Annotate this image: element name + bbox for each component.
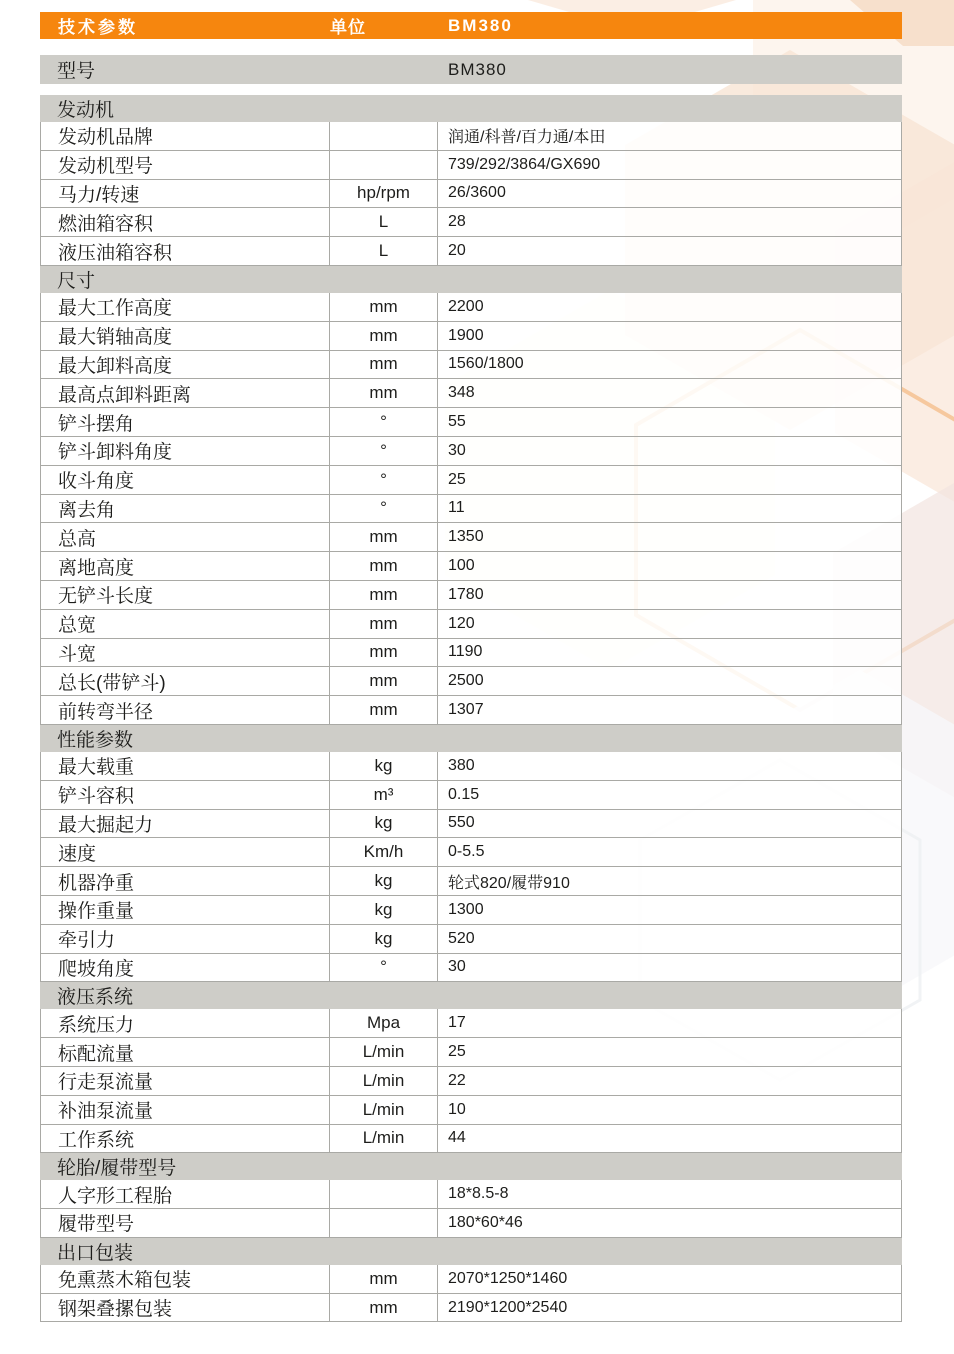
param-name: 系统压力 [41, 1009, 330, 1037]
table-row [40, 1038, 902, 1067]
param-unit: ° [330, 408, 438, 436]
section-header [40, 982, 902, 1009]
spacer [40, 84, 902, 95]
section-header [40, 1238, 902, 1265]
param-value: 轮式820/履带910 [448, 874, 570, 892]
param-unit [330, 1209, 438, 1237]
param-name: 铲斗容积 [41, 781, 330, 809]
param-name: 钢架叠摞包装 [41, 1294, 330, 1322]
param-value: 120 [448, 614, 475, 632]
table-row [40, 122, 902, 151]
table-row [40, 867, 902, 896]
param-name: 工作系统 [41, 1125, 330, 1153]
table-row [40, 437, 902, 466]
param-name: 马力/转速 [41, 180, 330, 208]
param-value: 55 [448, 413, 466, 431]
param-unit [330, 1180, 438, 1208]
param-value: 550 [448, 814, 475, 832]
section-header [40, 1153, 902, 1180]
param-value: 25 [448, 1043, 466, 1060]
table-row [40, 379, 902, 408]
section-title: 性能参数 [57, 729, 134, 751]
table-row [40, 752, 902, 781]
table-row [40, 1067, 902, 1096]
param-value: 2190*1200*2540 [448, 1298, 568, 1316]
param-unit: mm [330, 379, 438, 407]
param-name: 离去角 [41, 495, 330, 523]
param-unit: L/min [330, 1125, 438, 1153]
param-name: 发动机品牌 [41, 122, 330, 150]
param-unit: ° [330, 437, 438, 465]
table-row [40, 810, 902, 839]
param-value: 0.15 [448, 785, 480, 803]
param-name: 机器净重 [41, 867, 330, 895]
table-row [40, 237, 902, 266]
param-value: 180*60*46 [448, 1213, 523, 1231]
param-name: 牵引力 [41, 925, 330, 953]
table-row [40, 781, 902, 810]
param-value: 20 [448, 242, 466, 260]
param-unit: L [330, 237, 438, 265]
param-unit [330, 122, 438, 150]
spec-table [40, 12, 902, 1322]
param-unit: L [330, 208, 438, 236]
param-unit: m³ [330, 781, 438, 809]
table-row [40, 639, 902, 668]
param-name: 总长(带铲斗) [41, 667, 330, 695]
table-row [40, 1265, 902, 1294]
param-unit: mm [330, 667, 438, 695]
table-row [40, 495, 902, 524]
param-unit: L/min [330, 1096, 438, 1124]
param-unit: Mpa [330, 1009, 438, 1037]
param-name: 履带型号 [41, 1209, 330, 1237]
section-title: 出口包装 [57, 1242, 134, 1264]
table-row [40, 151, 902, 180]
table-row [40, 838, 902, 867]
param-value: 1307 [448, 701, 484, 719]
param-name: 总高 [41, 523, 330, 551]
param-name: 最大销轴高度 [41, 322, 330, 350]
table-row [40, 1125, 902, 1154]
table-row [40, 322, 902, 351]
param-unit: kg [330, 810, 438, 838]
param-unit: mm [330, 351, 438, 379]
param-value: 2070*1250*1460 [448, 1269, 568, 1287]
param-unit: mm [330, 1265, 438, 1293]
param-value: 22 [448, 1071, 466, 1089]
table-row [40, 954, 902, 983]
table-row [40, 925, 902, 954]
table-row [40, 1180, 902, 1209]
param-value: 1300 [448, 900, 484, 918]
param-value: 100 [448, 557, 475, 575]
param-value: 1780 [448, 585, 484, 603]
table-row [40, 581, 902, 610]
param-value: 1350 [448, 528, 484, 546]
param-value: 380 [448, 756, 475, 774]
param-name: 收斗角度 [41, 466, 330, 494]
param-unit: Km/h [330, 838, 438, 866]
param-value: 1190 [448, 643, 483, 661]
param-name: 总宽 [41, 610, 330, 638]
param-unit: mm [330, 610, 438, 638]
param-name: 免熏蒸木箱包装 [41, 1265, 330, 1293]
param-value: 28 [448, 213, 466, 231]
param-name: 离地高度 [41, 552, 330, 580]
param-name: 无铲斗长度 [41, 581, 330, 609]
param-unit: kg [330, 896, 438, 924]
section-title: 发动机 [57, 100, 115, 121]
param-name: 标配流量 [41, 1038, 330, 1066]
param-name: 液压油箱容积 [41, 237, 330, 265]
model-row [40, 55, 902, 84]
param-value: 17 [448, 1014, 466, 1032]
param-name: 发动机型号 [41, 151, 330, 179]
param-name: 最高点卸料距离 [41, 379, 330, 407]
param-name: 燃油箱容积 [41, 208, 330, 236]
param-name: 人字形工程胎 [41, 1180, 330, 1208]
model-row-label: 型号 [57, 61, 96, 82]
table-row [40, 1294, 902, 1323]
param-value: 0-5.5 [448, 843, 485, 861]
param-unit: kg [330, 867, 438, 895]
param-unit: mm [330, 581, 438, 609]
table-header-row [40, 12, 902, 39]
header-unit-label: 单位 [330, 18, 366, 37]
param-name: 铲斗卸料角度 [41, 437, 330, 465]
param-name: 操作重量 [41, 896, 330, 924]
param-name: 最大载重 [41, 752, 330, 780]
table-row [40, 466, 902, 495]
param-value: 739/292/3864/GX690 [448, 155, 601, 173]
section-header [40, 725, 902, 752]
param-name: 斗宽 [41, 639, 330, 667]
header-model-label: BM380 [448, 15, 513, 35]
param-unit: mm [330, 696, 438, 724]
param-unit: ° [330, 495, 438, 523]
spec-table-body [40, 95, 902, 1322]
table-row [40, 696, 902, 725]
section-header [40, 95, 902, 122]
param-name: 铲斗摆角 [41, 408, 330, 436]
table-row [40, 552, 902, 581]
table-row [40, 408, 902, 437]
param-unit: kg [330, 925, 438, 953]
table-row [40, 896, 902, 925]
table-row [40, 610, 902, 639]
table-row [40, 667, 902, 696]
param-unit [330, 151, 438, 179]
param-value: 26/3600 [448, 184, 506, 202]
param-unit: mm [330, 322, 438, 350]
table-row [40, 1209, 902, 1238]
param-value: 1900 [448, 326, 484, 344]
param-unit: hp/rpm [330, 180, 438, 208]
table-row [40, 351, 902, 380]
param-name: 爬坡角度 [41, 954, 330, 982]
section-header [40, 266, 902, 293]
model-row-value: BM380 [448, 59, 507, 79]
param-unit: mm [330, 1294, 438, 1322]
section-title: 尺寸 [57, 270, 96, 292]
param-name: 补油泵流量 [41, 1096, 330, 1124]
table-row [40, 523, 902, 552]
param-value: 2500 [448, 672, 484, 690]
section-title: 液压系统 [57, 987, 134, 1009]
param-name: 前转弯半径 [41, 696, 330, 724]
param-value: 10 [448, 1100, 466, 1118]
param-unit: mm [330, 552, 438, 580]
header-param-label: 技术参数 [58, 18, 138, 37]
param-unit: mm [330, 293, 438, 321]
param-unit: L/min [330, 1038, 438, 1066]
param-unit: ° [330, 954, 438, 982]
param-unit: kg [330, 752, 438, 780]
param-value: 1560/1800 [448, 355, 524, 373]
param-unit: mm [330, 639, 438, 667]
param-value: 11 [448, 499, 465, 517]
table-row [40, 1009, 902, 1038]
param-value: 30 [448, 441, 466, 459]
param-name: 最大掘起力 [41, 810, 330, 838]
param-value: 520 [448, 929, 475, 947]
param-name: 速度 [41, 838, 330, 866]
table-row [40, 1096, 902, 1125]
table-row [40, 293, 902, 322]
param-name: 行走泵流量 [41, 1067, 330, 1095]
param-value: 348 [448, 384, 475, 402]
param-value: 25 [448, 470, 466, 488]
param-value: 18*8.5-8 [448, 1185, 509, 1203]
param-value: 44 [448, 1129, 466, 1147]
spacer [40, 39, 902, 55]
table-row [40, 208, 902, 237]
table-row [40, 180, 902, 209]
param-unit: L/min [330, 1067, 438, 1095]
param-name: 最大卸料高度 [41, 351, 330, 379]
param-value: 润通/科普/百力通/本田 [448, 129, 606, 147]
param-value: 30 [448, 958, 466, 976]
param-unit: ° [330, 466, 438, 494]
param-name: 最大工作高度 [41, 293, 330, 321]
param-value: 2200 [448, 297, 484, 315]
param-unit: mm [330, 523, 438, 551]
section-title: 轮胎/履带型号 [57, 1158, 177, 1180]
